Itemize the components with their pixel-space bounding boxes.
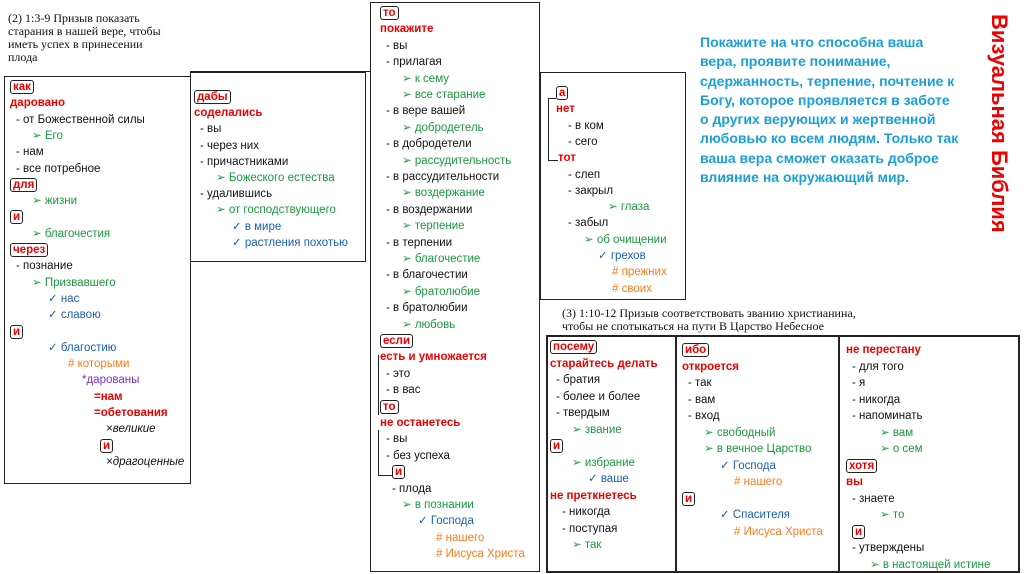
t3-text: - утверждены xyxy=(852,542,925,554)
t1-line xyxy=(562,505,610,519)
t1-line xyxy=(588,472,629,486)
col3-text: - в добродетели xyxy=(386,138,472,151)
t2-line xyxy=(720,508,790,522)
col3-text: # нашего xyxy=(436,531,485,544)
col3-line xyxy=(380,350,487,364)
col3-line xyxy=(436,531,484,545)
col3-line xyxy=(386,301,468,315)
t2-line xyxy=(720,459,776,473)
t3-line xyxy=(852,409,922,423)
col3-text: - плода xyxy=(392,482,432,495)
col2-line xyxy=(200,139,259,153)
col1-line xyxy=(106,455,184,469)
col4-line xyxy=(612,282,652,296)
col1-line xyxy=(94,390,123,404)
col3-line xyxy=(380,6,399,20)
col1-line xyxy=(10,178,37,192)
col2-line xyxy=(232,236,348,250)
col1-line xyxy=(16,145,44,159)
col2-line xyxy=(194,106,263,120)
col3-text: - в вас xyxy=(386,384,421,397)
col3-text: ➢ к сему xyxy=(402,72,449,85)
col3-text: - в братолюбии xyxy=(386,302,468,315)
t2-line xyxy=(688,393,715,407)
col1-text: # которыми xyxy=(68,358,130,371)
col2-text: ✓ в мире xyxy=(232,220,282,233)
col1-line xyxy=(106,422,156,436)
col1-line xyxy=(94,406,168,420)
col3-line xyxy=(380,22,433,36)
col1-line xyxy=(48,292,79,306)
col1-line xyxy=(10,80,34,94)
col4-text: ➢ об очищении xyxy=(584,233,667,246)
col4-text: а xyxy=(556,86,568,100)
col4-text: - закрыл xyxy=(568,184,614,197)
col4-text: - сего xyxy=(568,135,598,148)
col4-line xyxy=(568,184,613,198)
col3-text: есть и умножается xyxy=(380,351,487,364)
t1-text: - никогда xyxy=(562,506,611,518)
col2-text: - удалившись xyxy=(200,188,273,201)
t3-line xyxy=(880,426,913,440)
col3-line xyxy=(436,547,525,561)
col1-text: ➢ благочестия xyxy=(32,227,111,240)
col3-line xyxy=(402,154,511,168)
col3-text: ➢ братолюбие xyxy=(402,285,480,298)
col1-line xyxy=(48,341,116,355)
col3-line xyxy=(402,285,480,299)
col1-text: и xyxy=(10,325,23,339)
col3-line xyxy=(392,482,431,496)
col3-text: - прилагая xyxy=(386,56,442,69)
col1-text: *дарованы xyxy=(82,374,140,387)
col3-line xyxy=(402,219,465,233)
t1-text: ➢ так xyxy=(572,539,602,551)
col4-line xyxy=(598,249,646,263)
col3-line xyxy=(418,514,474,528)
col3-line xyxy=(386,383,420,397)
t2-line xyxy=(734,475,782,489)
col1-text: - все потребное xyxy=(16,162,101,175)
col3-text: ➢ добродетель xyxy=(402,121,484,134)
col3-text: ➢ все старание xyxy=(402,89,486,101)
col4-text: ✓ грехов xyxy=(598,250,646,262)
col3-text: - в вере вашей xyxy=(386,105,466,118)
col4-text: # прежних xyxy=(612,266,667,279)
col1-text: ×великие xyxy=(106,423,156,436)
col1-line xyxy=(16,162,100,176)
col3-text: ➢ рассудительность xyxy=(402,154,512,167)
t1-line xyxy=(572,456,635,470)
col3-text: покажите xyxy=(380,23,434,36)
col4-text: тот xyxy=(558,152,576,165)
t1-line xyxy=(572,538,601,552)
col3-line xyxy=(386,104,465,118)
col1-line xyxy=(10,325,23,339)
t2-text: - так xyxy=(688,377,712,389)
t2-text: ➢ в вечное Царство xyxy=(704,443,812,455)
col1-text: - познание xyxy=(16,260,73,273)
col3-line xyxy=(386,55,442,69)
t2-text: откроется xyxy=(682,360,740,373)
t2-line xyxy=(688,409,720,423)
col3-line xyxy=(386,432,407,446)
t2-line xyxy=(688,376,712,390)
col4-line xyxy=(608,200,649,214)
t3-text: - знаете xyxy=(852,492,895,505)
col3-line xyxy=(380,334,413,348)
section3-title: (3) 1:10-12 Призыв соответствовать званию христианина, чтобы не спотыкаться на пути В Царство Небесное xyxy=(562,306,856,333)
t3-text: ➢ вам xyxy=(880,426,914,439)
col1-line xyxy=(16,113,145,127)
col4-line xyxy=(556,86,568,100)
col4-line xyxy=(568,119,604,133)
t1-text: посему xyxy=(550,340,597,354)
col1-text: для xyxy=(10,178,37,192)
t3-line xyxy=(852,492,895,506)
t2-text: # нашего xyxy=(734,476,783,488)
col1-line xyxy=(32,194,77,208)
t1-text: - твердым xyxy=(556,407,610,419)
col2-line xyxy=(232,220,281,234)
col1-line xyxy=(82,373,139,387)
t3-line xyxy=(846,343,921,357)
t2-text: - вход xyxy=(688,410,720,422)
col3-text: ➢ воздержание xyxy=(402,187,485,200)
t1-text: - поступая xyxy=(562,522,618,535)
col3-line xyxy=(402,318,455,332)
t3-text: - я xyxy=(852,377,866,389)
col1-text: как xyxy=(10,80,34,94)
t1-text: и xyxy=(550,439,563,453)
section2-title: (2) 1:3-9 Призыв показать старания в нашей вере, чтобы иметь успех в принесении плода xyxy=(8,11,161,64)
t3-line xyxy=(852,393,900,407)
col3-text: # Иисуса Христа xyxy=(436,548,525,561)
col3-line xyxy=(392,465,405,479)
t3-text: ➢ то xyxy=(880,509,905,521)
col3-line xyxy=(386,170,499,184)
t1-text: старайтесь делать xyxy=(550,357,658,370)
t2-line xyxy=(704,426,775,440)
col4-text: ➢ глаза xyxy=(608,201,650,214)
col1-line xyxy=(48,308,101,322)
col2-text: - причастниками xyxy=(200,155,289,168)
col1-text: =нам xyxy=(94,390,123,403)
t3-text: ➢ о сем xyxy=(880,443,923,455)
t3-line xyxy=(852,376,865,390)
t1-line xyxy=(562,522,617,536)
col1-line xyxy=(68,357,129,371)
t1-line xyxy=(556,390,640,404)
col3-text: - в воздержании xyxy=(386,203,473,216)
col1-line xyxy=(16,259,73,273)
col4-line xyxy=(556,102,575,116)
col4-text: нет xyxy=(556,103,575,116)
t2-line xyxy=(734,525,823,539)
summary-text: Покажите на что способна ваша вера, проявите понимание, сдержанность, терпение, почтение к Богу, которое проявляется в заботе о других верующих и жертвенной любовью ко всем людям. Только так ваша вера сможет оказать доброе влияние на окружающий мир. xyxy=(700,34,959,186)
col3-line xyxy=(402,498,474,512)
col1-line xyxy=(100,439,113,453)
col2-text: соделались xyxy=(194,107,263,120)
col3-line xyxy=(386,203,472,217)
t3-line xyxy=(870,558,990,572)
t1-line xyxy=(556,373,600,387)
col3-text: то xyxy=(380,6,399,20)
col3-text: - в терпении xyxy=(386,236,453,249)
col4-text: - в ком xyxy=(568,119,604,132)
col3-line xyxy=(402,252,480,266)
col4-line xyxy=(568,168,600,182)
col1-line xyxy=(10,243,48,257)
t3-line xyxy=(846,475,863,489)
col3-text: то xyxy=(380,400,399,414)
col2-line xyxy=(216,203,336,217)
col3-text: - в благочестии xyxy=(386,269,468,282)
t1-line xyxy=(556,406,610,420)
col4-text: - забыл xyxy=(568,217,609,230)
col3-text: ➢ терпение xyxy=(402,220,465,233)
t3-text: - для того xyxy=(852,360,904,373)
t2-text: # Иисуса Христа xyxy=(734,525,823,538)
col4-line xyxy=(558,151,576,165)
col1-text: ➢ Призвавшего xyxy=(32,276,116,289)
col1-text: и xyxy=(100,439,113,453)
t1-text: - братия xyxy=(556,374,601,386)
col3-line xyxy=(386,268,468,282)
t2-text: ➢ свободный xyxy=(704,426,776,439)
col1-text: - от Божественной силы xyxy=(16,113,145,126)
col3-line xyxy=(402,186,485,200)
col1-text: =обетования xyxy=(94,407,168,419)
col1-text: ✓ благостию xyxy=(48,341,117,354)
col3-line xyxy=(402,88,485,102)
t3-line xyxy=(880,508,904,522)
col2-line xyxy=(216,171,335,185)
col2-text: ➢ Божеского естества xyxy=(216,172,335,184)
col1-line xyxy=(10,210,23,224)
col1-text: ➢ жизни xyxy=(32,195,77,208)
t1-text: ✓ ваше xyxy=(588,473,629,485)
t2-text: ✓ Господа xyxy=(720,459,776,472)
t2-line xyxy=(682,492,695,506)
col3-line xyxy=(402,121,484,135)
t1-line xyxy=(572,423,622,437)
t1-text: - более и более xyxy=(556,390,641,403)
t3-text: вы xyxy=(846,476,863,488)
t2-line xyxy=(682,343,709,357)
col3-text: - вы xyxy=(386,433,408,446)
t3-line xyxy=(852,541,924,555)
col3-text: - без успеха xyxy=(386,449,450,462)
t3-text: и xyxy=(852,525,865,539)
col2-line xyxy=(194,90,231,104)
t3-line xyxy=(852,360,904,374)
t3-text: хотя xyxy=(846,459,877,473)
t2-text: - вам xyxy=(688,393,716,406)
t1-text: ➢ звание xyxy=(572,423,622,436)
col3-line xyxy=(386,137,472,151)
col1-line xyxy=(32,276,116,290)
col2-text: ✓ растления похотью xyxy=(232,236,348,249)
t3-text: - никогда xyxy=(852,393,901,406)
col4-line xyxy=(612,265,667,279)
col3-text: ➢ в познании xyxy=(402,499,474,511)
t2-text: ибо xyxy=(682,343,709,357)
t3-line xyxy=(880,442,922,456)
t1-line xyxy=(550,357,658,371)
col1-text: ×драгоценные xyxy=(106,455,185,468)
col2-line xyxy=(200,155,288,169)
vertical-title: Визуальная Библия xyxy=(987,14,1012,233)
col1-text: ✓ нас xyxy=(48,292,80,305)
col2-text: дабы xyxy=(194,90,231,104)
col1-text: ✓ славою xyxy=(48,309,101,322)
t1-line xyxy=(550,439,563,453)
col3-line xyxy=(380,400,399,414)
col2-text: ➢ от господствующего xyxy=(216,204,336,217)
col1-text: даровано xyxy=(10,97,66,110)
col3-text: - в рассудительности xyxy=(386,171,500,183)
t2-text: ✓ Спасителя xyxy=(720,509,791,521)
t3-text: - напоминать xyxy=(852,410,923,422)
col3-text: ➢ благочестие xyxy=(402,253,481,265)
col3-line xyxy=(386,39,407,53)
col3-line xyxy=(386,367,410,381)
col2-line xyxy=(200,187,272,201)
col2-text: - вы xyxy=(200,123,222,136)
t1-text: не преткнетесь xyxy=(550,489,637,502)
col1-text: - нам xyxy=(16,146,44,159)
col4-line xyxy=(568,135,598,149)
col1-text: через xyxy=(10,243,48,257)
t2-line xyxy=(682,360,739,374)
col3-text: если xyxy=(380,334,413,348)
col4-line xyxy=(584,233,667,247)
t2-text: и xyxy=(682,492,695,506)
col3-line xyxy=(386,449,450,463)
col3-line xyxy=(386,236,452,250)
t3-line xyxy=(846,459,877,473)
col4-text: - слеп xyxy=(568,168,601,181)
col1-line xyxy=(10,96,65,110)
col3-text: - вы xyxy=(386,39,408,52)
col1-line xyxy=(32,129,63,143)
col4-line xyxy=(568,216,608,230)
t3-text: ➢ в настоящей истине xyxy=(870,558,991,571)
t3-line xyxy=(852,525,865,539)
col3-line xyxy=(380,416,460,430)
col2-text: - через них xyxy=(200,139,259,152)
col3-text: - это xyxy=(386,367,411,380)
col3-text: не останетесь xyxy=(380,417,461,429)
col3-text: ✓ Господа xyxy=(418,515,474,528)
col1-text: и xyxy=(10,210,23,224)
col3-text: и xyxy=(392,465,405,479)
col4-text: # своих xyxy=(612,282,652,295)
t1-line xyxy=(550,489,637,503)
col3-text: ➢ любовь xyxy=(402,318,456,331)
col1-line xyxy=(32,227,110,241)
t2-line xyxy=(704,442,811,456)
t1-line xyxy=(550,340,597,354)
col1-text: ➢ Его xyxy=(32,129,63,142)
col3-line xyxy=(402,72,449,86)
t1-text: ➢ избрание xyxy=(572,456,635,469)
t3-text: не перестану xyxy=(846,344,921,356)
col2-line xyxy=(200,122,221,136)
